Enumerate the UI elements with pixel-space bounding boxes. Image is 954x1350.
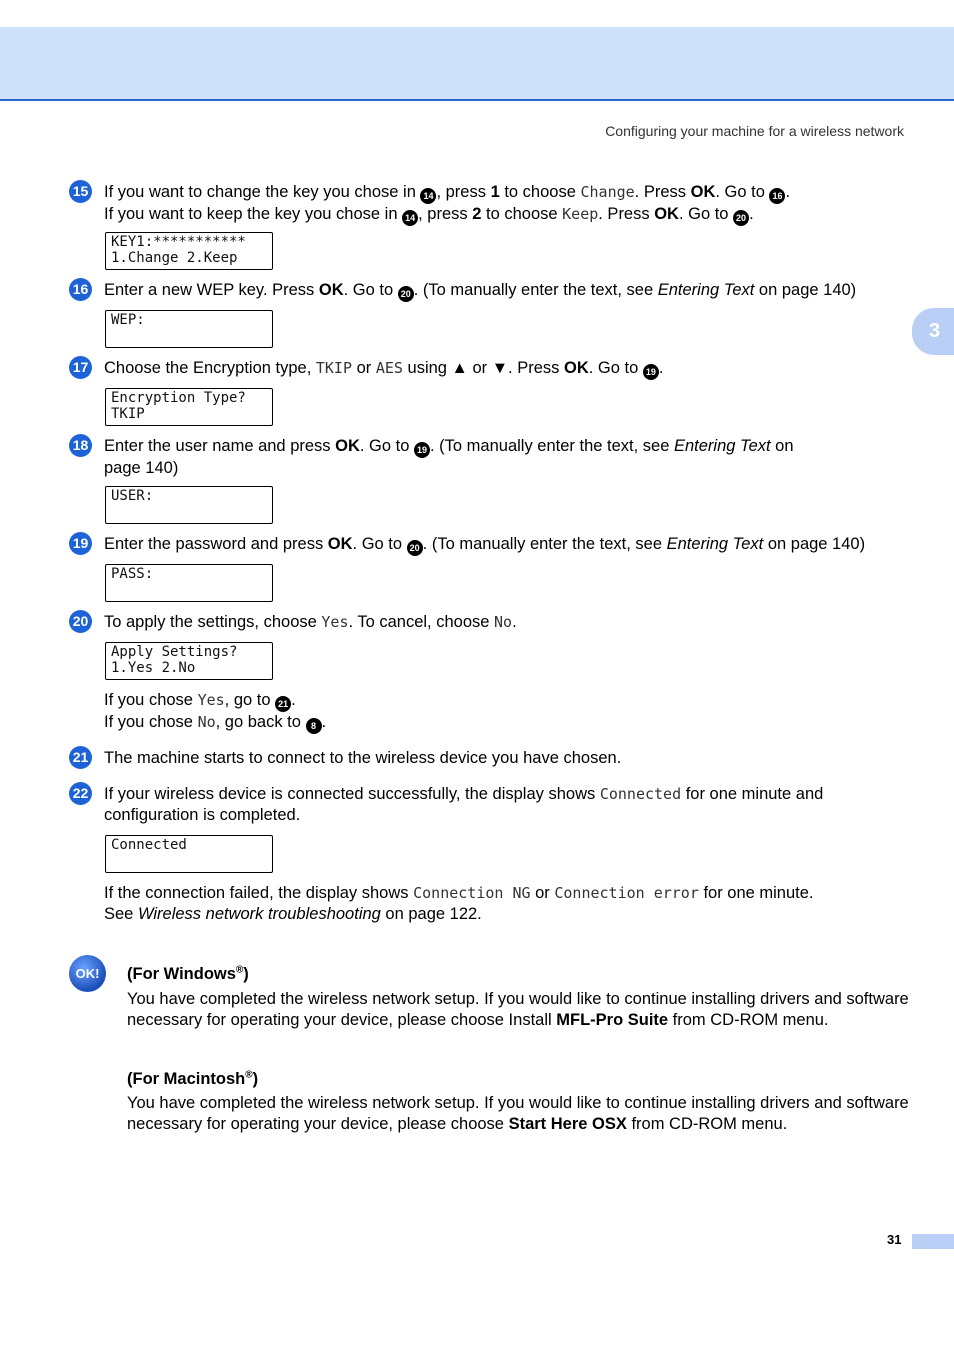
step-21-text: The machine starts to connect to the wireless device you have chosen.: [104, 749, 622, 767]
followup-no: If you chose No, go back to 8 .: [104, 712, 914, 734]
step-ref: 19: [414, 442, 430, 458]
step-15-line-1: If you want to change the key you chose in 14 , press 1 to choose Change. Press OK. Go to 16 .: [104, 182, 914, 204]
step-number-16: 16: [69, 278, 92, 301]
lcd-display-pass: PASS:: [105, 564, 273, 602]
step-15-text: [104, 182, 914, 226]
lcd-display-key: KEY1:*********** 1.Change 2.Keep: [105, 232, 273, 270]
step-number-17: 17: [69, 356, 92, 379]
followup-yes: If you chose Yes, go to 21 .: [104, 690, 914, 712]
windows-heading: (For Windows®): [127, 964, 249, 983]
ok-icon: OK!: [69, 955, 106, 992]
step-ref: 20: [407, 540, 423, 556]
troubleshooting-ref: See Wireless network troubleshooting on page 122.: [104, 905, 482, 923]
lcd-display-encryption: Encryption Type? TKIP: [105, 388, 273, 426]
step-ref: 19: [643, 364, 659, 380]
step-ref: 14: [402, 210, 418, 226]
header-title: Configuring your machine for a wireless network: [605, 123, 904, 139]
step-number-21: 21: [69, 746, 92, 769]
step-15-line-2: If you want to keep the key you chose in 14 , press 2 to choose Keep. Press OK. Go to 20 .: [104, 204, 914, 226]
lcd-display-user: USER:: [105, 486, 273, 524]
step-22-text: If your wireless device is connected successfully, the display shows Connected for one minute and configuration is completed.: [104, 785, 824, 824]
macintosh-heading: (For Macintosh®): [127, 1069, 259, 1088]
step-number-22: 22: [69, 782, 92, 805]
connection-failed-line: If the connection failed, the display shows Connection NG or Connection error for one minute.: [104, 884, 814, 902]
step-16-text: Enter a new WEP key. Press OK. Go to 20 . (To manually enter the text, see Entering Text on page 140): [104, 280, 914, 302]
lcd-display-apply: Apply Settings? 1.Yes 2.No: [105, 642, 273, 680]
lcd-display-wep: WEP:: [105, 310, 273, 348]
page-number: 31: [887, 1232, 902, 1247]
step-ref: 8: [306, 718, 322, 734]
step-22-followup: [104, 883, 914, 925]
step-number-18: 18: [69, 434, 92, 457]
header-band: [0, 27, 954, 101]
step-20-text: To apply the settings, choose Yes. To cancel, choose No.: [104, 613, 517, 631]
lcd-display-connected: Connected: [105, 835, 273, 873]
step-17-text: Choose the Encryption type, TKIP or AES using ▲ or ▼. Press OK. Go to 19 .: [104, 358, 914, 380]
step-19-text: Enter the password and press OK. Go to 20 . (To manually enter the text, see Entering Text on page 140): [104, 534, 914, 556]
step-ref: 21: [275, 696, 291, 712]
step-ref: 20: [398, 286, 414, 302]
step-18-text: Enter the user name and press OK. Go to 19 . (To manually enter the text, see Entering Text on page 140): [104, 437, 794, 477]
step-number-20: 20: [69, 610, 92, 633]
step-number-19: 19: [69, 532, 92, 555]
macintosh-instructions: You have completed the wireless network setup. If you would like to continue installing drivers and software necessary for operating your device, please choose Start Here OSX from CD-ROM menu.: [127, 1094, 909, 1133]
step-ref: 14: [420, 188, 436, 204]
step-ref: 20: [733, 210, 749, 226]
step-20-followup: [104, 690, 914, 734]
windows-instructions: You have completed the wireless network setup. If you would like to continue installing drivers and software necessary for operating your device, please choose Install MFL-Pro Suite from CD-ROM menu.: [127, 990, 909, 1029]
chapter-tab[interactable]: 3: [912, 308, 954, 355]
step-number-15: 15: [69, 180, 92, 203]
step-ref: 16: [769, 188, 785, 204]
page-bar: [912, 1234, 954, 1249]
